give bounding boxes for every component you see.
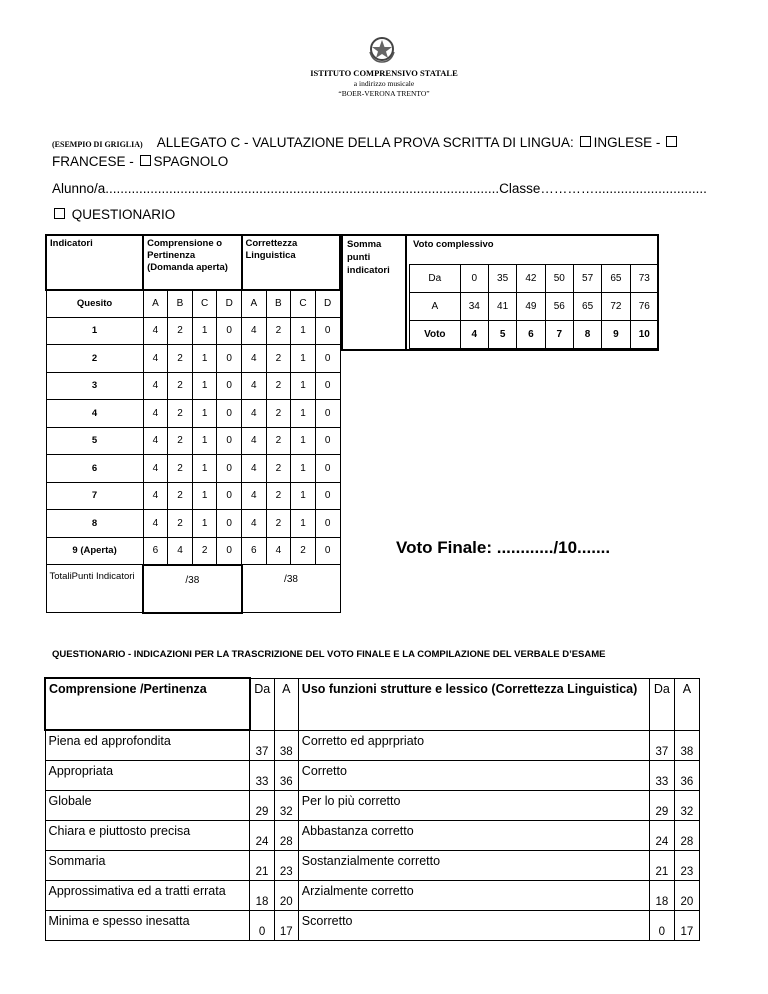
level-left: Sommaria [45, 850, 250, 880]
final-grade[interactable]: Voto Finale: ............/10....... [396, 538, 611, 557]
da-value-cell: 0 [460, 265, 488, 293]
conversion-row [45, 910, 700, 940]
score-cell[interactable]: 4 [242, 427, 267, 455]
conversion-row [45, 760, 700, 790]
school-name: “BOER-VERONA TRENTO” [338, 89, 430, 98]
a-value-cell: 72 [602, 293, 630, 321]
a-right: 17 [674, 910, 699, 940]
score-cell[interactable]: 1 [291, 317, 316, 345]
score-cell[interactable]: 1 [192, 400, 217, 428]
a-value-cell: 34 [460, 293, 488, 321]
voto-value-cell: 7 [545, 321, 573, 349]
example-tag: (ESEMPIO DI GRIGLIA) [52, 140, 143, 149]
score-cell[interactable]: 2 [266, 372, 291, 400]
voto-complessivo-title: Voto complessivo [413, 239, 494, 250]
score-cell[interactable]: 2 [266, 345, 291, 373]
score-cell[interactable]: 4 [143, 455, 168, 483]
level-left: Globale [45, 790, 250, 820]
level-right: Arzialmente corretto [298, 880, 649, 910]
da-value-cell: 73 [630, 265, 658, 293]
letter-cell: C [291, 290, 316, 317]
document-title [52, 134, 732, 170]
voto-value-cell: 4 [460, 321, 488, 349]
score-cell[interactable]: 2 [266, 317, 291, 345]
score-cell[interactable]: 1 [291, 510, 316, 538]
score-cell[interactable]: 4 [143, 427, 168, 455]
da-left: 37 [250, 730, 275, 760]
score-cell[interactable]: 1 [192, 455, 217, 483]
score-cell[interactable]: 0 [217, 317, 242, 345]
voto-value-cell: 8 [573, 321, 601, 349]
letter-cell: A [143, 290, 168, 317]
a-left: 38 [274, 730, 298, 760]
level-left: Piena ed approfondita [45, 730, 250, 760]
quesito-row [46, 317, 340, 345]
score-cell[interactable]: 1 [192, 427, 217, 455]
quesito-number: 9 (Aperta) [46, 537, 143, 565]
score-cell[interactable]: 4 [242, 482, 267, 510]
score-cell[interactable]: 4 [143, 400, 168, 428]
level-right: Abbastanza corretto [298, 820, 649, 850]
score-cell[interactable]: 2 [168, 372, 193, 400]
score-cell[interactable]: 2 [266, 427, 291, 455]
da-right: 18 [649, 880, 674, 910]
a-right: 23 [674, 850, 699, 880]
letter-cell: C [192, 290, 217, 317]
quesito-number: 3 [46, 372, 143, 400]
title-text: ALLEGATO C - VALUTAZIONE DELLA PROVA SCRITTA DI LINGUA: [156, 135, 574, 150]
conversion-row [45, 820, 700, 850]
a-left: 17 [274, 910, 298, 940]
score-cell[interactable]: 1 [192, 317, 217, 345]
letter-cell: D [315, 290, 340, 317]
italian-republic-emblem-icon [367, 34, 397, 64]
student-class-line[interactable]: Alunno/a.........................................................................................................Classe………….............................. [52, 181, 707, 196]
score-cell[interactable]: 1 [291, 427, 316, 455]
da-right: 0 [649, 910, 674, 940]
score-cell[interactable]: 0 [315, 455, 340, 483]
score-cell[interactable]: 4 [143, 317, 168, 345]
score-cell[interactable]: 4 [242, 345, 267, 373]
score-cell[interactable]: 2 [266, 510, 291, 538]
header-indicatori: Indicatori [46, 235, 143, 290]
score-cell[interactable]: 2 [168, 510, 193, 538]
score-cell[interactable]: 2 [266, 400, 291, 428]
score-cell[interactable]: 0 [217, 537, 242, 565]
quesito-row [46, 400, 340, 428]
da-left: 0 [250, 910, 275, 940]
level-right: Sostanzialmente corretto [298, 850, 649, 880]
score-cell[interactable]: 4 [143, 510, 168, 538]
score-cell[interactable]: 4 [168, 537, 193, 565]
total-comprensione[interactable]: /38 [143, 565, 241, 613]
score-cell[interactable]: 1 [192, 372, 217, 400]
da-left: 33 [250, 760, 275, 790]
da-value-cell: 65 [602, 265, 630, 293]
quesito-number: 2 [46, 345, 143, 373]
a-value-cell: 76 [630, 293, 658, 321]
score-cell[interactable]: 4 [242, 510, 267, 538]
a-right: 38 [674, 730, 699, 760]
score-cell[interactable]: 6 [242, 537, 267, 565]
score-cell[interactable]: 0 [217, 400, 242, 428]
header-quesito: Quesito [46, 290, 143, 317]
score-cell[interactable]: 0 [315, 317, 340, 345]
voto-label: Voto [410, 321, 461, 349]
score-cell[interactable]: 0 [217, 372, 242, 400]
letter-cell: B [266, 290, 291, 317]
level-left: Minima e spesso inesatta [45, 910, 250, 940]
a-left: 32 [274, 790, 298, 820]
option-inglese: INGLESE - [593, 135, 661, 150]
a-left: 23 [274, 850, 298, 880]
score-cell[interactable]: 2 [192, 537, 217, 565]
voto-value-cell: 6 [517, 321, 545, 349]
score-cell[interactable]: 6 [143, 537, 168, 565]
da-right: 24 [649, 820, 674, 850]
voto-value-cell: 9 [602, 321, 630, 349]
a-right: 32 [674, 790, 699, 820]
score-cell[interactable]: 0 [315, 482, 340, 510]
score-cell[interactable]: 4 [143, 482, 168, 510]
quesito-number: 1 [46, 317, 143, 345]
letter-cell: D [217, 290, 242, 317]
score-cell[interactable]: 0 [217, 345, 242, 373]
score-cell[interactable]: 4 [266, 537, 291, 565]
level-right: Per lo più corretto [298, 790, 649, 820]
score-cell[interactable]: 4 [242, 317, 267, 345]
score-cell[interactable]: 1 [291, 345, 316, 373]
da-value-cell: 35 [488, 265, 516, 293]
da-left: 21 [250, 850, 275, 880]
da-right: 33 [649, 760, 674, 790]
header-somma: Somma punti indicatori [347, 239, 390, 276]
quesito-row [46, 455, 340, 483]
level-left: Chiara e piuttosto precisa [45, 820, 250, 850]
da-right: 29 [649, 790, 674, 820]
score-cell[interactable]: 1 [192, 482, 217, 510]
score-cell[interactable]: 1 [291, 372, 316, 400]
a-value-cell: 41 [488, 293, 516, 321]
da-value-cell: 57 [573, 265, 601, 293]
score-cell[interactable]: 1 [192, 345, 217, 373]
a-left: 28 [274, 820, 298, 850]
quesito-row [46, 482, 340, 510]
score-cell[interactable]: 0 [315, 400, 340, 428]
quesito-number: 7 [46, 482, 143, 510]
da-left: 29 [250, 790, 275, 820]
quesito-number: 6 [46, 455, 143, 483]
voto-table [409, 264, 659, 349]
score-cell[interactable]: 4 [143, 372, 168, 400]
score-cell[interactable]: 2 [168, 455, 193, 483]
a-value-cell: 65 [573, 293, 601, 321]
a-value-cell: 49 [517, 293, 545, 321]
score-cell[interactable]: 1 [291, 482, 316, 510]
score-cell[interactable]: 2 [168, 427, 193, 455]
voto-value-cell: 10 [630, 321, 658, 349]
score-cell[interactable]: 2 [168, 482, 193, 510]
a-left: 36 [274, 760, 298, 790]
header-da: Da [250, 678, 275, 730]
score-cell[interactable]: 4 [242, 455, 267, 483]
quesito-number: 5 [46, 427, 143, 455]
da-right: 21 [649, 850, 674, 880]
header-da: Da [649, 678, 674, 730]
level-right: Scorretto [298, 910, 649, 940]
score-cell[interactable]: 0 [315, 510, 340, 538]
quesito-row [46, 345, 340, 373]
score-cell[interactable]: 4 [242, 372, 267, 400]
conversion-row [45, 730, 700, 760]
quesito-row [46, 427, 340, 455]
score-cell[interactable]: 0 [315, 372, 340, 400]
da-value-cell: 42 [517, 265, 545, 293]
conversion-table [44, 677, 700, 941]
institute-name: ISTITUTO COMPRENSIVO STATALE [310, 68, 458, 78]
header-a: A [674, 678, 699, 730]
a-right: 20 [674, 880, 699, 910]
conversion-row [45, 850, 700, 880]
a-label: A [410, 293, 461, 321]
conversion-row [45, 790, 700, 820]
score-cell[interactable]: 2 [266, 482, 291, 510]
level-right: Corretto [298, 760, 649, 790]
score-cell[interactable]: 2 [168, 345, 193, 373]
score-cell[interactable]: 0 [315, 345, 340, 373]
level-right: Corretto ed apprpriato [298, 730, 649, 760]
questionnaire-option [52, 207, 175, 222]
score-cell[interactable]: 4 [143, 345, 168, 373]
a-right: 36 [674, 760, 699, 790]
letter-cell: A [242, 290, 267, 317]
checkbox-francese[interactable] [666, 136, 677, 147]
score-cell[interactable]: 2 [168, 317, 193, 345]
checkbox-questionario[interactable] [54, 208, 65, 219]
level-left: Appropriata [45, 760, 250, 790]
option-spagnolo: SPAGNOLO [153, 154, 229, 169]
score-cell[interactable]: 0 [217, 482, 242, 510]
a-right: 28 [674, 820, 699, 850]
da-right: 37 [649, 730, 674, 760]
score-cell[interactable]: 2 [291, 537, 316, 565]
checkbox-inglese[interactable] [580, 136, 591, 147]
scoring-grid [45, 234, 341, 614]
instructions-heading: QUESTIONARIO - INDICAZIONI PER LA TRASCRIZIONE DEL VOTO FINALE E LA COMPILAZIONE DEL VERBALE D’ESAME [52, 649, 606, 660]
score-cell[interactable]: 0 [217, 427, 242, 455]
totals-row [46, 565, 340, 613]
header-correttezza-linguistica: Uso funzioni strutture e lessico (Correttezza Linguistica) [298, 678, 649, 730]
quesito-number: 8 [46, 510, 143, 538]
voto-complessivo-box [341, 234, 659, 351]
total-correttezza[interactable]: /38 [242, 565, 341, 613]
quesito-row [46, 537, 340, 565]
score-cell[interactable]: 1 [291, 400, 316, 428]
header-a: A [274, 678, 298, 730]
quesito-row [46, 372, 340, 400]
header-comprensione: Comprensione o Pertinenza (Domanda aperta) [143, 235, 241, 290]
totals-label: TotaliPunti Indicatori [46, 565, 143, 613]
letter-cell: B [168, 290, 193, 317]
header-comprensione-pertinenza: Comprensione /Pertinenza [45, 678, 250, 730]
letters-row [46, 290, 340, 317]
questionnaire-label: QUESTIONARIO [71, 207, 176, 222]
score-cell[interactable]: 0 [217, 510, 242, 538]
score-cell[interactable]: 2 [266, 455, 291, 483]
a-value-cell: 56 [545, 293, 573, 321]
score-cell[interactable]: 1 [291, 455, 316, 483]
score-cell[interactable]: 0 [315, 537, 340, 565]
score-cell[interactable]: 1 [192, 510, 217, 538]
score-cell[interactable]: 2 [168, 400, 193, 428]
score-cell[interactable]: 4 [242, 400, 267, 428]
da-value-cell: 50 [545, 265, 573, 293]
option-francese: FRANCESE - [52, 154, 134, 169]
quesito-number: 4 [46, 400, 143, 428]
a-left: 20 [274, 880, 298, 910]
da-left: 18 [250, 880, 275, 910]
score-cell[interactable]: 0 [217, 455, 242, 483]
header-correttezza: Correttezza Linguistica [242, 235, 341, 290]
conversion-row [45, 880, 700, 910]
level-left: Approssimativa ed a tratti errata [45, 880, 250, 910]
quesito-row [46, 510, 340, 538]
score-cell[interactable]: 0 [315, 427, 340, 455]
da-label: Da [410, 265, 461, 293]
checkbox-spagnolo[interactable] [140, 155, 151, 166]
institute-subtitle: a indirizzo musicale [353, 79, 415, 88]
voto-value-cell: 5 [488, 321, 516, 349]
da-left: 24 [250, 820, 275, 850]
